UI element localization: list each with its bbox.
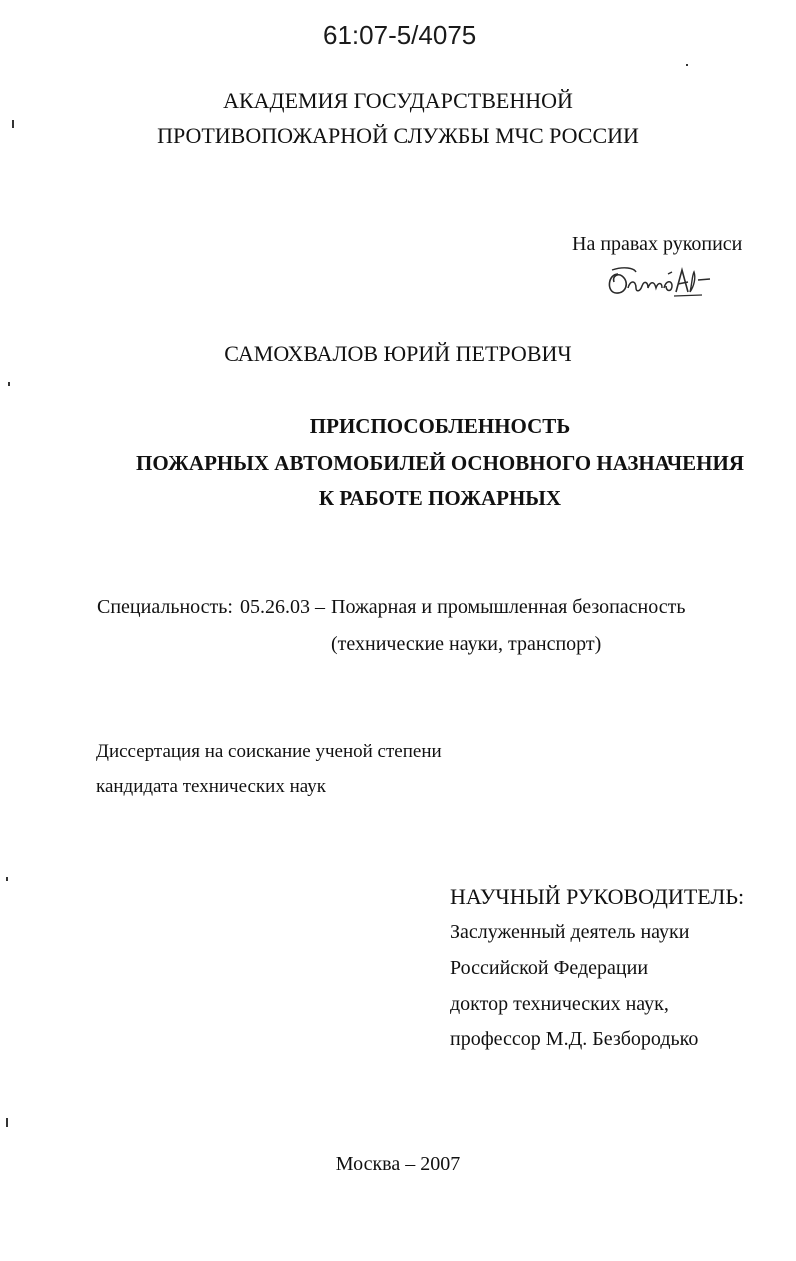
supervisor-line-4: профессор М.Д. Безбородько — [450, 1028, 699, 1050]
supervisor-heading: НАУЧНЫЙ РУКОВОДИТЕЛЬ: — [450, 884, 745, 909]
institution-line-2: ПРОТИВОПОЖАРНОЙ СЛУЖБЫ МЧС РОССИИ — [157, 123, 639, 148]
scan-speck — [12, 120, 14, 128]
title-line-1: ПРИСПОСОБЛЕННОСТЬ — [309, 414, 571, 438]
supervisor-line-1: Заслуженный деятель науки — [450, 921, 690, 943]
institution-line-1: АКАДЕМИЯ ГОСУДАРСТВЕННОЙ — [223, 88, 573, 113]
scan-speck — [6, 1118, 8, 1127]
supervisor-line-3: доктор технических наук, — [450, 993, 669, 1015]
scan-speck — [6, 877, 8, 881]
specialty-code: 05.26.03 – — [240, 596, 325, 618]
handwritten-signature — [604, 262, 714, 307]
manuscript-rights-note: На правах рукописи — [572, 233, 743, 255]
signature-drawing — [604, 262, 714, 302]
scan-speck — [686, 64, 688, 66]
dissertation-line-1: Диссертация на соискание ученой степени — [96, 741, 442, 762]
author-name: САМОХВАЛОВ ЮРИЙ ПЕТРОВИЧ — [224, 341, 572, 366]
city-year: Москва – 2007 — [335, 1153, 461, 1175]
supervisor-line-2: Российской Федерации — [450, 957, 649, 979]
specialty-label: Специальность: — [97, 596, 233, 618]
title-line-3: К РАБОТЕ ПОЖАРНЫХ — [318, 486, 562, 510]
scan-speck — [8, 382, 10, 386]
specialty-name: Пожарная и промышленная безопасность — [331, 596, 686, 618]
archive-code: 61:07-5/4075 — [323, 20, 477, 50]
title-line-2: ПОЖАРНЫХ АВТОМОБИЛЕЙ ОСНОВНОГО НАЗНАЧЕНИЯ — [136, 451, 744, 475]
specialty-subtitle: (технические науки, транспорт) — [331, 633, 602, 655]
dissertation-line-2: кандидата технических наук — [96, 776, 326, 797]
